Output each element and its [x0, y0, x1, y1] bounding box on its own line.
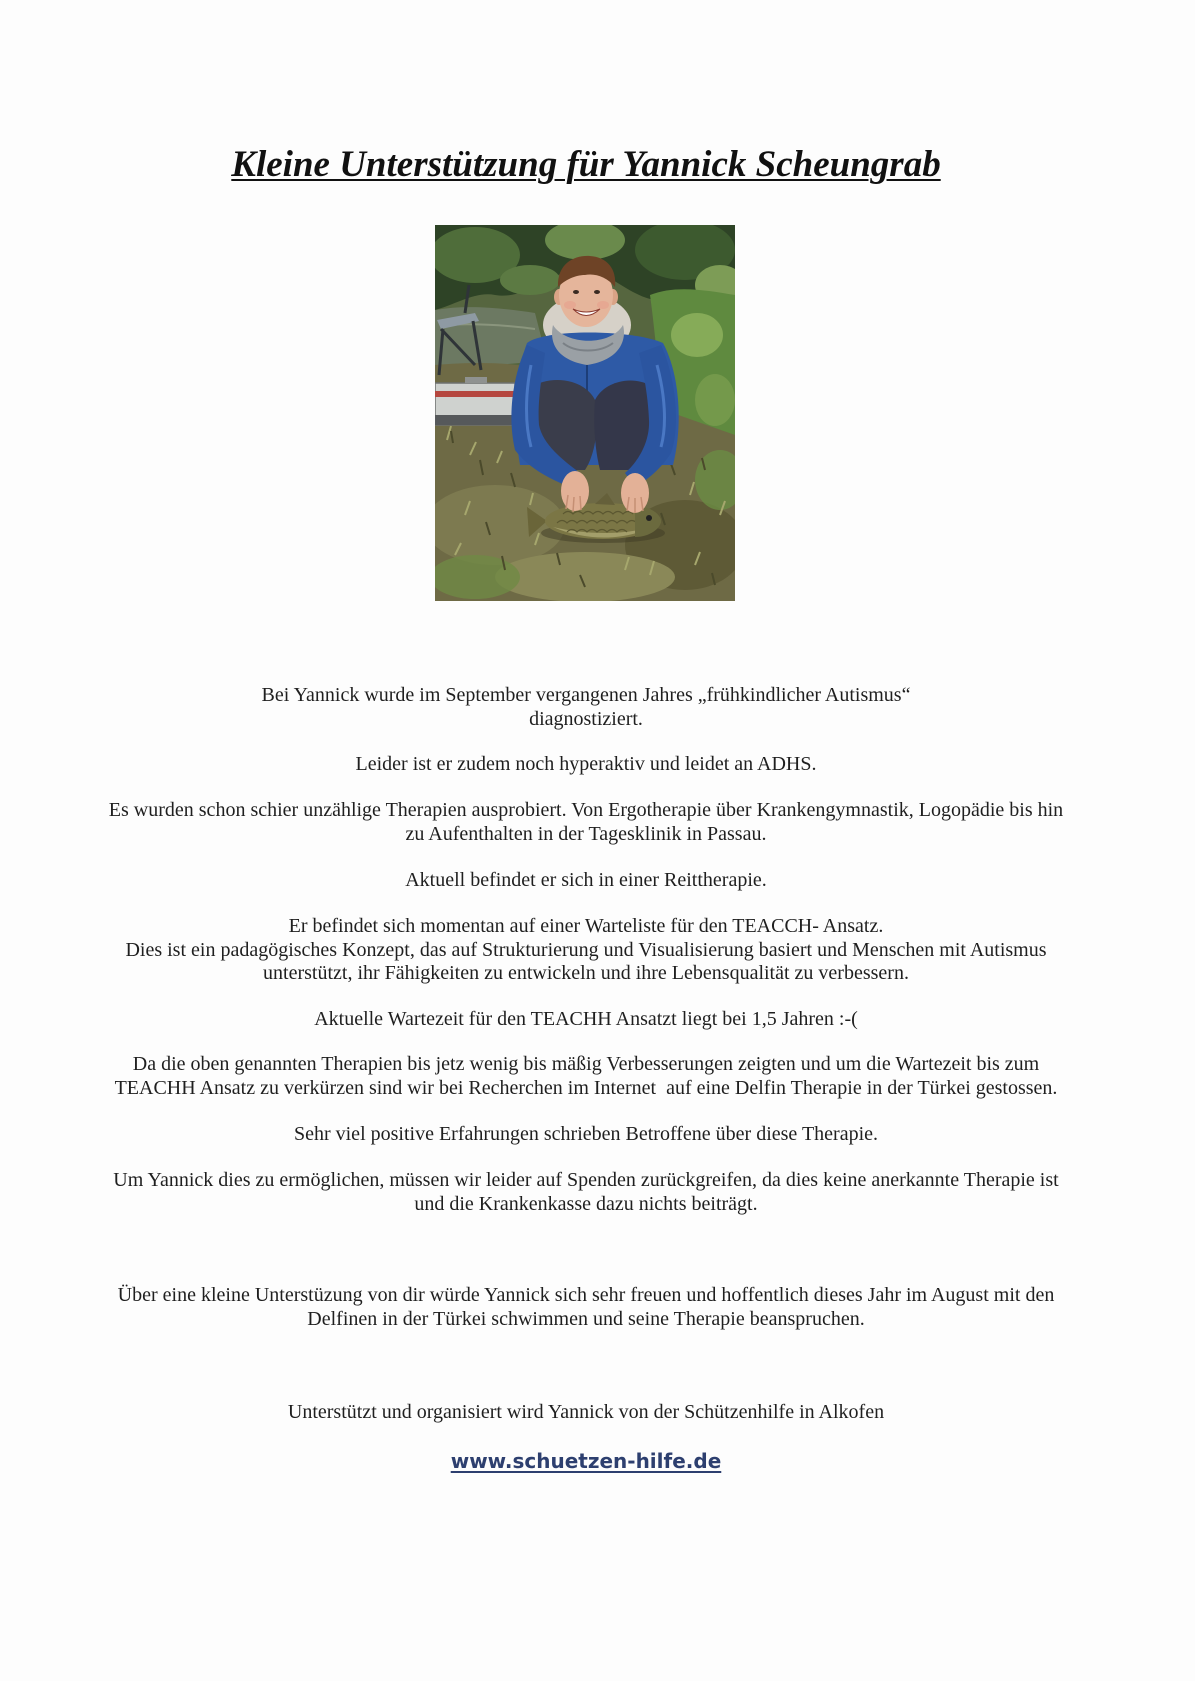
- bush-highlight: [671, 313, 723, 357]
- tackle-box-handle: [465, 377, 487, 383]
- text-line: Delfinen in der Türkei schwimmen und seine Therapie beanspruchen.: [307, 1307, 865, 1330]
- page-title: Kleine Unterstützung für Yannick Scheungrab: [231, 144, 941, 185]
- text-line: Da die oben genannten Therapien bis jetz wenig bis mäßig Verbesserungen zeigten und um die Wartezeit bis zum: [132, 1053, 1040, 1075]
- paragraph-dolphin-therapy: [61, 1053, 1111, 1100]
- ground-patch: [495, 552, 675, 601]
- text-line: Er befindet sich momentan auf einer Warteliste für den TEACCH- Ansatz.: [288, 915, 884, 937]
- tackle-box: [435, 377, 515, 425]
- left-eye: [573, 290, 579, 294]
- text-line: Aktuell befindet er sich in einer Reittherapie.: [405, 869, 767, 891]
- text-line: Es wurden schon schier unzählige Therapien ausprobiert. Von Ergotherapie über Krankengymnastik, Logopädie bis hin: [108, 799, 1064, 821]
- tackle-box-stripe: [435, 391, 515, 397]
- right-cheek: [597, 301, 609, 309]
- website-url: [61, 1449, 1111, 1473]
- bush-highlight: [695, 374, 735, 426]
- organizer-line: [61, 1401, 1111, 1425]
- tree-foliage-patch: [500, 265, 560, 295]
- text-line: und die Krankenkasse dazu nichts beiträgt.: [414, 1192, 758, 1215]
- paragraph-appeal: [61, 1284, 1111, 1331]
- paragraph-current-therapy: [61, 869, 1111, 893]
- website-url-text: www.schuetzen-hilfe.de: [450, 1449, 722, 1473]
- paragraph-donations: [61, 1169, 1111, 1216]
- text-line: unterstützt, ihr Fähigkeiten zu entwickeln und ihre Lebensqualität zu verbessern.: [263, 962, 909, 984]
- text-line: Bei Yannick wurde im September vergangenen Jahres „frühkindlicher Autismus“: [261, 684, 911, 706]
- paragraph-experiences: [61, 1123, 1111, 1147]
- text-line: diagnostiziert.: [529, 707, 643, 730]
- paragraph-teacch: [61, 915, 1111, 986]
- text-line: Sehr viel positive Erfahrungen schrieben Betroffene über diese Therapie.: [293, 1123, 879, 1145]
- fish-eye: [646, 515, 652, 521]
- paragraph-adhs: [61, 753, 1111, 777]
- photo-image: [435, 225, 735, 601]
- text-line: TEACHH Ansatz zu verkürzen sind wir bei Recherchen im Internet auf eine Delfin Therapie in der Türkei gestossen.: [114, 1076, 1058, 1099]
- text-line: Um Yannick dies zu ermöglichen, müssen wir leider auf Spenden zurückgreifen, da dies keine anerkannte Therapie ist: [113, 1169, 1059, 1191]
- photo-yannick-with-fish: [435, 225, 735, 601]
- text-line: Über eine kleine Unterstüzung von dir würde Yannick sich sehr freuen und hoffentlich dieses Jahr im August mit den: [117, 1284, 1055, 1306]
- text-line: Unterstützt und organisiert wird Yannick von der Schützenhilfe in Alkofen: [287, 1401, 885, 1423]
- paragraph-diagnosis: [61, 684, 1111, 731]
- text-line: Leider ist er zudem noch hyperaktiv und leidet an ADHS.: [355, 753, 817, 775]
- left-cheek: [564, 301, 576, 309]
- tackle-box-base: [435, 415, 515, 425]
- text-line: zu Aufenthalten in der Tagesklinik in Passau.: [405, 822, 767, 845]
- text-line: Aktuelle Wartezeit für den TEACHH Ansatzt liegt bei 1,5 Jahren :-(: [314, 1008, 858, 1030]
- paragraph-therapies: [61, 799, 1111, 846]
- right-eye: [594, 290, 600, 294]
- text-line: Dies ist ein padagögisches Konzept, das auf Strukturierung und Visualisierung basiert und Menschen mit Autismus: [125, 938, 1047, 961]
- left-hand: [561, 471, 589, 511]
- paragraph-waiting-time: [61, 1008, 1111, 1032]
